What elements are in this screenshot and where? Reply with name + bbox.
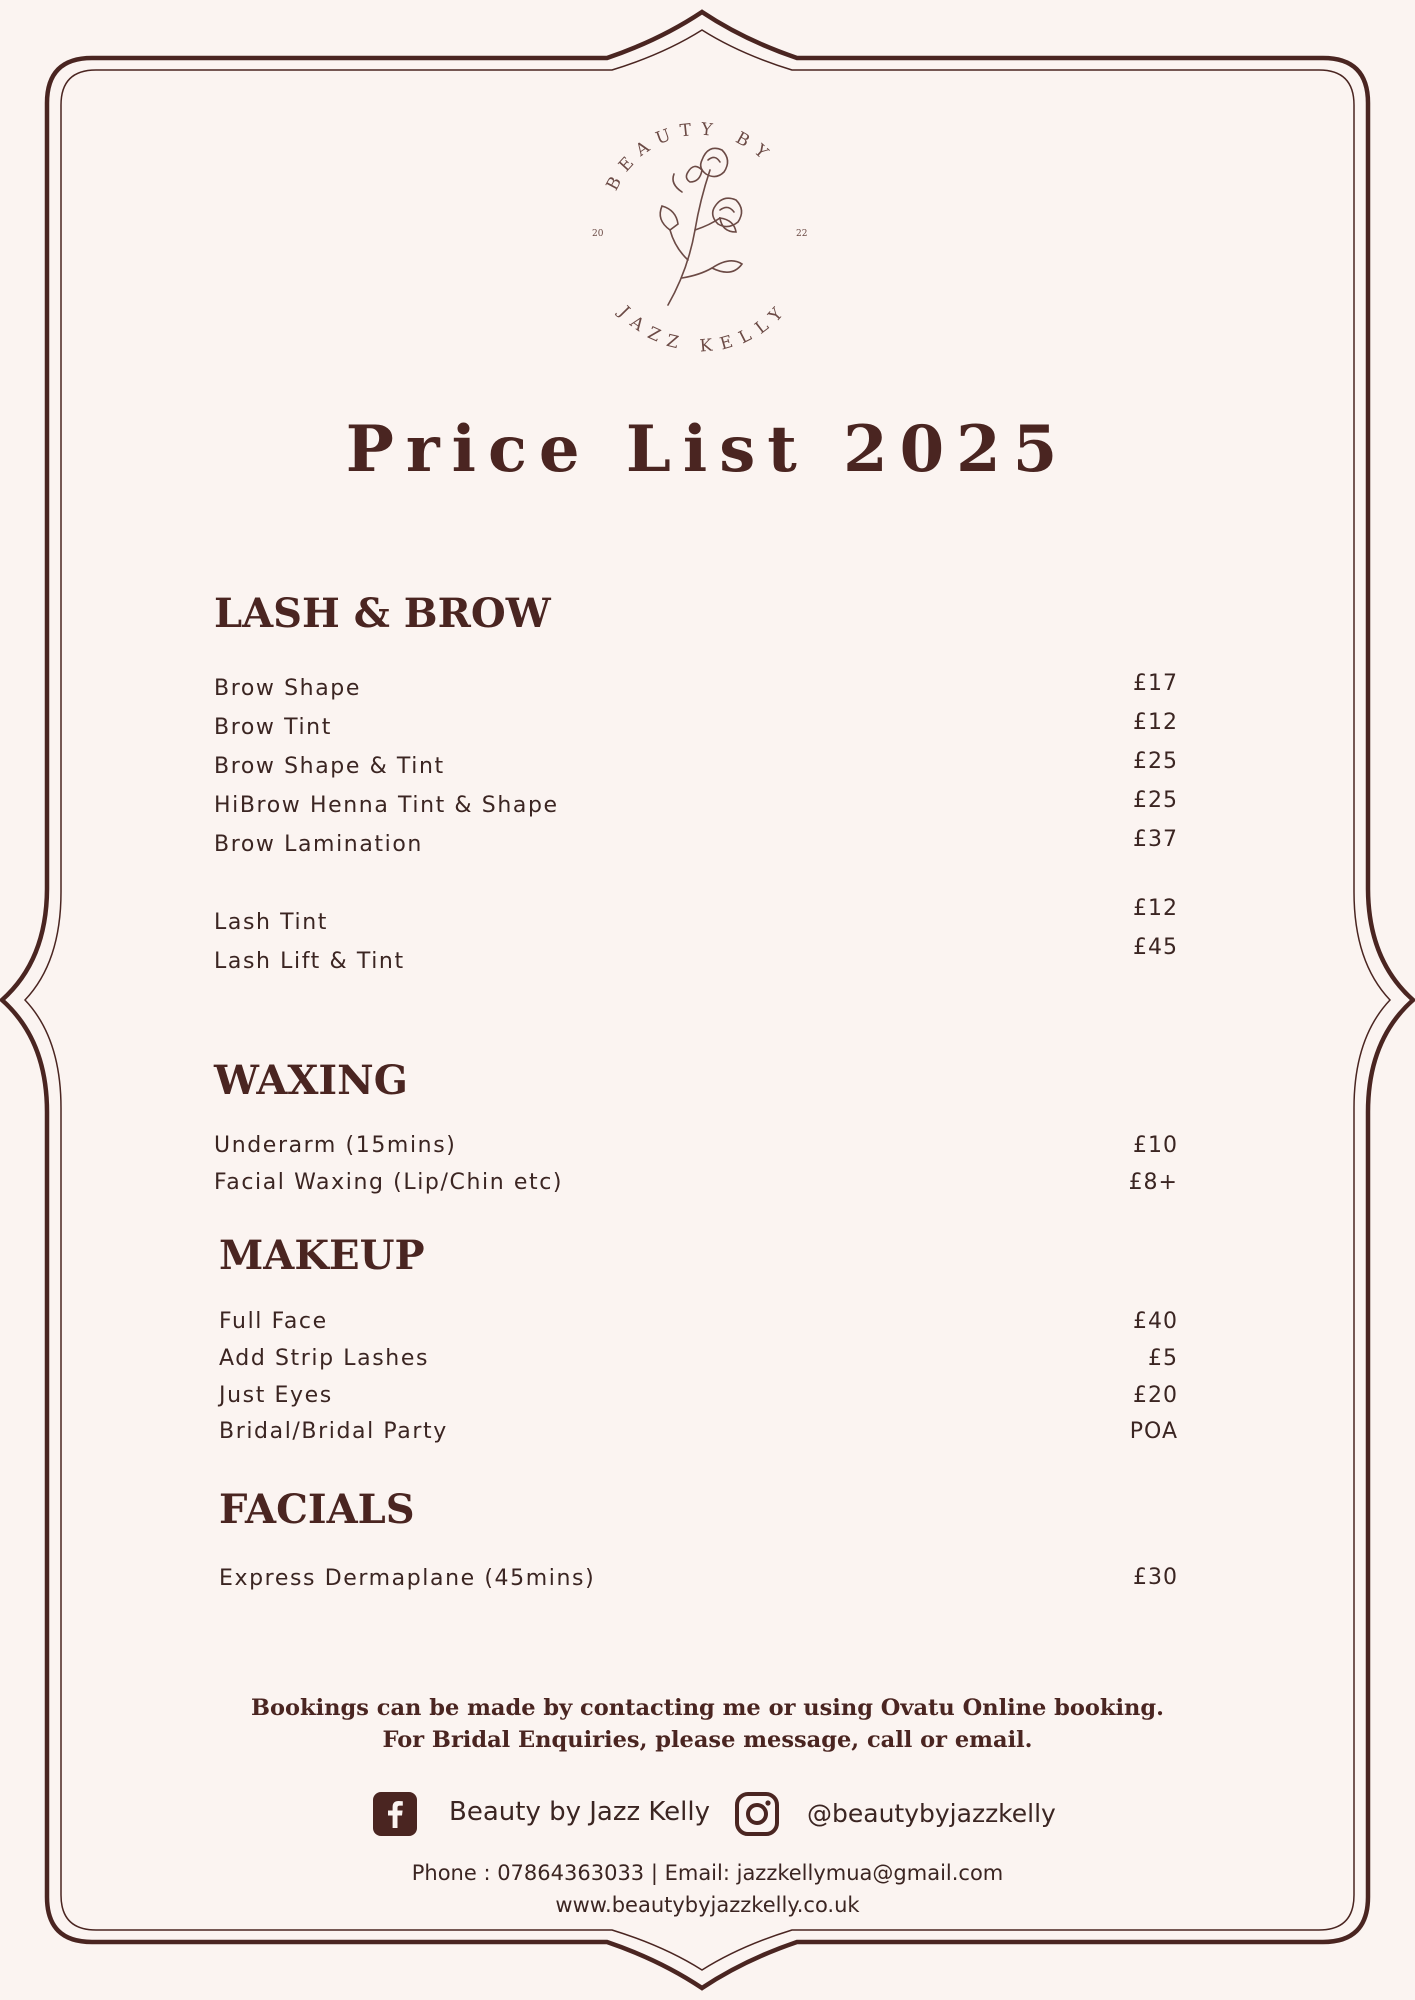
service-price: £17 <box>1133 671 1178 696</box>
service-name: Bridal/Bridal Party <box>219 1419 448 1444</box>
service-price: £20 <box>1133 1383 1178 1408</box>
logo-bottom-text: JAZZ KELLY <box>614 297 794 357</box>
instagram-handle[interactable]: @beautybyjazzkelly <box>807 1799 1056 1828</box>
page-title: Price List 2025 <box>345 412 1070 487</box>
service-price: £25 <box>1133 788 1178 813</box>
section-title-facials: FACIALS <box>219 1486 415 1533</box>
price-row <box>0 935 1415 983</box>
service-price: £12 <box>1133 896 1178 921</box>
facebook-name[interactable]: Beauty by Jazz Kelly <box>449 1797 710 1827</box>
service-price: £12 <box>1133 710 1178 735</box>
price-row <box>0 1566 1415 1600</box>
section-title-waxing: WAXING <box>214 1057 408 1104</box>
bridal-note: For Bridal Enquiries, please message, call or email. <box>382 1727 1033 1753</box>
price-row <box>0 1419 1415 1453</box>
price-row <box>0 671 1415 710</box>
service-price: £10 <box>1133 1133 1178 1158</box>
service-name: Brow Tint <box>214 715 332 740</box>
service-name: HiBrow Henna Tint & Shape <box>214 793 559 818</box>
service-name: Lash Tint <box>214 910 328 935</box>
price-row <box>0 1170 1415 1204</box>
price-row <box>0 827 1415 866</box>
section-title-lash-brow: LASH & BROW <box>214 590 551 637</box>
service-price: £45 <box>1133 935 1178 960</box>
service-name: Full Face <box>219 1309 328 1334</box>
price-row <box>0 1133 1415 1167</box>
contact-line[interactable]: Phone : 07864363033 | Email: jazzkellymua@gmail.com <box>411 1861 1004 1885</box>
service-price: £40 <box>1133 1309 1178 1334</box>
logo-year-right: 22 <box>796 229 808 239</box>
service-price: £30 <box>1133 1565 1178 1590</box>
price-row <box>0 710 1415 749</box>
service-price: £25 <box>1133 749 1178 774</box>
price-row <box>0 896 1415 944</box>
price-row <box>0 1383 1415 1417</box>
brand-logo <box>570 100 830 360</box>
service-name: Facial Waxing (Lip/Chin etc) <box>214 1170 564 1195</box>
website-link[interactable]: www.beautybyjazzkelly.co.uk <box>555 1893 860 1917</box>
service-name: Lash Lift & Tint <box>214 949 405 974</box>
service-price: POA <box>1129 1419 1178 1444</box>
service-price: £5 <box>1148 1346 1178 1371</box>
facebook-icon[interactable] <box>373 1792 417 1836</box>
logo-top-text: BEAUTY BY <box>602 119 779 195</box>
price-row <box>0 788 1415 827</box>
service-price: £8+ <box>1128 1170 1178 1195</box>
service-name: Brow Shape & Tint <box>214 754 445 779</box>
booking-note: Bookings can be made by contacting me or using Ovatu Online booking. <box>251 1695 1164 1721</box>
price-row <box>0 1309 1415 1343</box>
logo-year-left: 20 <box>592 229 604 239</box>
service-name: Brow Lamination <box>214 832 423 857</box>
instagram-icon[interactable] <box>734 1791 780 1837</box>
service-name: Brow Shape <box>214 676 361 701</box>
service-name: Express Dermaplane (45mins) <box>219 1566 596 1591</box>
price-row <box>0 1346 1415 1380</box>
service-name: Just Eyes <box>219 1383 333 1408</box>
service-price: £37 <box>1133 827 1178 852</box>
service-name: Underarm (15mins) <box>214 1133 457 1158</box>
section-title-makeup: MAKEUP <box>219 1232 425 1279</box>
service-name: Add Strip Lashes <box>219 1346 430 1371</box>
rose-icon <box>660 148 742 305</box>
price-row <box>0 749 1415 788</box>
